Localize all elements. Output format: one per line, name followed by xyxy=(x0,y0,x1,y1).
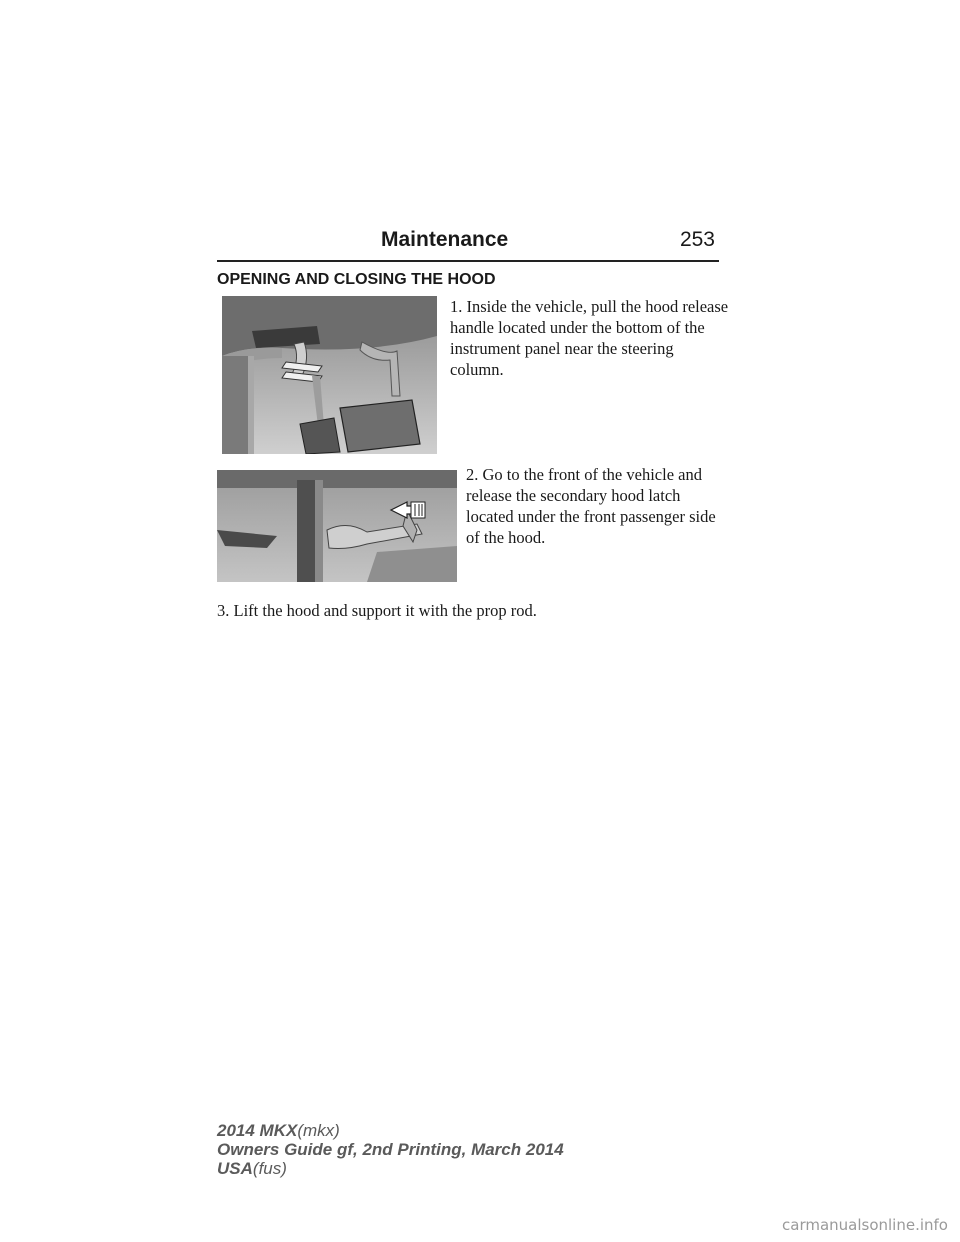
footer-line-2 xyxy=(217,1140,564,1159)
footer-line-3 xyxy=(217,1159,564,1178)
footer-line-1 xyxy=(217,1121,564,1140)
chapter-title: Maintenance xyxy=(381,228,509,251)
step-1-text: 1. Inside the vehicle, pull the hood release handle located under the bottom of the instrument panel near the steering column. xyxy=(450,297,729,379)
step-2-text: 2. Go to the front of the vehicle and release the secondary hood latch located under the front passenger side of the hood. xyxy=(466,465,716,547)
hood-release-handle-illustration xyxy=(222,296,437,454)
secondary-hood-latch-illustration xyxy=(217,470,457,582)
section-title: OPENING AND CLOSING THE HOOD xyxy=(217,271,496,288)
page-header xyxy=(217,226,719,262)
step-3-text: 3. Lift the hood and support it with the prop rod. xyxy=(217,601,537,620)
watermark: carmanualsonline.info xyxy=(782,1216,948,1234)
footer-model-code: (mkx) xyxy=(297,1121,340,1140)
footer-printing: Owners Guide gf, 2nd Printing, March 2014 xyxy=(217,1140,564,1159)
footer-market-code: (fus) xyxy=(252,1159,287,1178)
footer-market: USA xyxy=(217,1159,253,1178)
document-footer xyxy=(217,1121,564,1178)
footer-model: 2014 MKX xyxy=(217,1121,298,1140)
page-number: 253 xyxy=(679,228,715,251)
